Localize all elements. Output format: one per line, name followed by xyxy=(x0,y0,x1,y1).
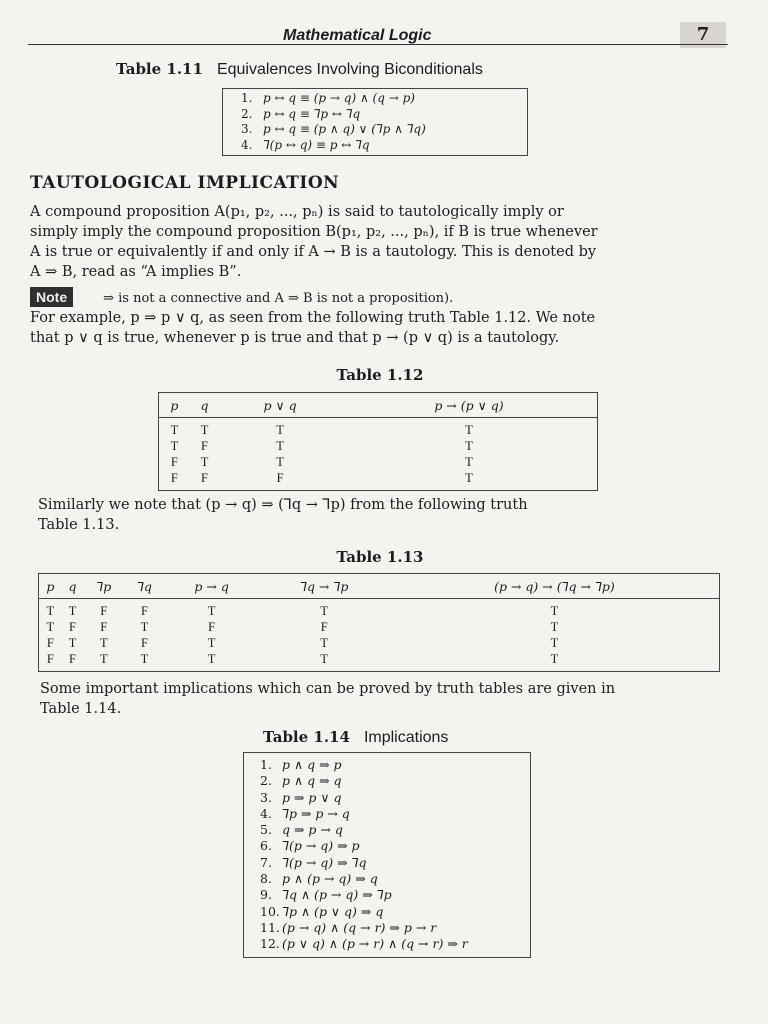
table-cell: T xyxy=(465,438,473,453)
table-cell: T xyxy=(140,619,149,634)
table-1-14-label: Table 1.14 xyxy=(263,728,350,746)
table-1-14-title: Implications xyxy=(363,729,449,746)
text-line: that p ∨ q is true, whenever p is true and that p → (p ∨ q) is a tautology. xyxy=(30,330,560,346)
table-cell: F xyxy=(140,635,148,650)
table-cell: T xyxy=(550,619,559,634)
item-number: 3. xyxy=(260,789,272,805)
table-header-row xyxy=(39,574,720,599)
table-1-14-box xyxy=(243,752,531,958)
item-number: 2. xyxy=(260,773,272,789)
table-cell: F xyxy=(320,619,328,634)
table-row xyxy=(39,651,720,672)
table-cell: F xyxy=(100,603,108,618)
item-number: 4. xyxy=(241,137,253,152)
list-item xyxy=(241,91,527,107)
table-cell: F xyxy=(69,619,76,634)
text-line: Table 1.14. xyxy=(40,701,122,717)
table-row xyxy=(159,470,598,491)
similarly-paragraph xyxy=(38,495,528,535)
table-cell: T xyxy=(99,635,108,650)
table-cell: F xyxy=(170,470,178,485)
list-item xyxy=(260,757,530,773)
column-header: p → q xyxy=(165,574,259,599)
table-cell: T xyxy=(99,651,108,666)
table-1-12 xyxy=(158,392,598,491)
item-formula: (p ∨ q) ∧ (p → r) ∧ (q → r) ⇒ r xyxy=(282,936,468,952)
list-item xyxy=(260,773,530,789)
table-row xyxy=(39,635,720,651)
text-line: Table 1.13. xyxy=(38,517,120,533)
item-formula: ⅂(p → q) ⇒ p xyxy=(282,838,360,854)
table-cell: T xyxy=(200,454,209,469)
item-formula: p ↔ q ≡ (p ∧ q) ∨ (⅂p ∧ ⅂q) xyxy=(263,122,426,136)
item-formula: ⅂p ∧ (p ∨ q) ⇒ q xyxy=(282,903,384,919)
page-number: 7 xyxy=(680,22,726,48)
item-formula: p ↔ q ≡ (p → q) ∧ (q → p) xyxy=(263,91,415,105)
item-number: 8. xyxy=(260,871,272,887)
table-cell: F xyxy=(140,603,148,618)
table-cell: T xyxy=(550,651,559,666)
item-formula: p ∧ q ⇒ q xyxy=(282,773,342,789)
list-item xyxy=(260,790,530,806)
note-badge: Note xyxy=(30,287,73,307)
table-1-14-caption xyxy=(263,728,448,747)
list-item xyxy=(260,887,530,903)
list-item xyxy=(260,806,530,822)
text-line: A compound proposition A(p₁, p₂, ..., pₙ) is said to tautologically imply or xyxy=(30,204,564,220)
example-paragraph xyxy=(30,308,595,348)
table-1-11-title: Equivalences Involving Biconditionals xyxy=(216,61,483,78)
table-cell: T xyxy=(320,635,328,650)
item-number: 1. xyxy=(241,91,253,105)
item-formula: ⅂(p ↔ q) ≡ p ↔ ⅂q xyxy=(263,137,370,152)
item-number: 2. xyxy=(241,106,253,121)
list-item xyxy=(260,904,530,920)
table-cell: F xyxy=(201,438,208,453)
item-number: 3. xyxy=(241,122,253,136)
table-header-row xyxy=(159,393,598,418)
table-cell: F xyxy=(46,635,54,650)
table-cell: T xyxy=(465,422,473,437)
table-cell: T xyxy=(276,438,284,453)
table-row xyxy=(39,619,720,635)
table-cell: T xyxy=(550,603,559,618)
note-line xyxy=(30,287,453,309)
item-formula: ⅂q ∧ (p → q) ⇒ ⅂p xyxy=(282,887,392,903)
column-header: q xyxy=(190,393,219,418)
table-1-11-caption xyxy=(116,60,483,79)
table-1-12-title: Table 1.12 xyxy=(336,366,424,384)
table-1-13 xyxy=(38,573,720,672)
table-cell: T xyxy=(276,422,284,437)
header-rule xyxy=(28,44,728,45)
item-number: 7. xyxy=(260,854,272,870)
item-formula: p ∧ q ⇒ p xyxy=(282,757,342,772)
table-cell: T xyxy=(140,651,149,666)
table-cell: T xyxy=(68,635,77,650)
table-cell: T xyxy=(200,422,209,437)
table-cell: T xyxy=(170,422,179,437)
column-header: p xyxy=(39,574,62,599)
column-header: q xyxy=(62,574,84,599)
text-line: For example, p ⇒ p ∨ q, as seen from the following truth Table 1.12. We note xyxy=(30,310,596,326)
item-number: 10. xyxy=(260,903,280,919)
table-cell: T xyxy=(320,603,328,618)
list-item xyxy=(241,107,527,123)
column-header: p ∨ q xyxy=(219,393,341,418)
table-cell: T xyxy=(68,603,77,618)
important-paragraph xyxy=(40,679,615,719)
table-cell: F xyxy=(170,454,178,469)
table-row xyxy=(39,599,720,620)
item-number: 4. xyxy=(260,805,272,821)
column-header: p xyxy=(159,393,190,418)
item-formula: p ⇒ p ∨ q xyxy=(282,789,342,805)
column-header: (p → q) → (⅂q → ⅂p) xyxy=(390,574,720,599)
table-cell: T xyxy=(550,635,559,650)
column-header: p → (p ∨ q) xyxy=(341,393,598,418)
item-formula: p ↔ q ≡ ⅂p ↔ ⅂q xyxy=(263,106,361,121)
list-item xyxy=(241,122,527,138)
list-item xyxy=(260,920,530,936)
table-cell: T xyxy=(465,454,473,469)
table-cell: T xyxy=(207,603,216,618)
definition-paragraph xyxy=(30,202,598,282)
table-cell: T xyxy=(170,438,179,453)
list-item xyxy=(260,822,530,838)
table-cell: T xyxy=(320,651,328,666)
text-line: Some important implications which can be proved by truth tables are given in xyxy=(40,681,616,697)
item-number: 6. xyxy=(260,838,272,854)
table-cell: F xyxy=(208,619,216,634)
text-line: A is true or equivalently if and only if A → B is a tautology. This is denoted by xyxy=(30,244,597,260)
list-item xyxy=(260,936,530,952)
text-line: A ⇒ B, read as “A implies B”. xyxy=(30,264,242,280)
item-number: 1. xyxy=(260,757,272,772)
item-number: 9. xyxy=(260,887,272,903)
table-cell: F xyxy=(276,470,284,485)
running-header: Mathematical Logic xyxy=(283,27,432,44)
table-row xyxy=(159,454,598,470)
note-text: ⇒ is not a connective and A ⇒ B is not a proposition). xyxy=(103,291,454,306)
table-cell: T xyxy=(465,470,473,485)
item-formula: ⅂p ⇒ p → q xyxy=(282,805,350,821)
column-header: ⅂p xyxy=(83,574,124,599)
column-header: ⅂q → ⅂p xyxy=(258,574,389,599)
list-item xyxy=(260,838,530,854)
item-number: 5. xyxy=(260,822,272,838)
table-cell: T xyxy=(207,635,216,650)
list-item xyxy=(260,871,530,887)
table-cell: T xyxy=(207,651,216,666)
item-formula: p ∧ (p → q) ⇒ q xyxy=(282,871,378,887)
item-number: 11. xyxy=(260,919,280,935)
list-item xyxy=(241,138,527,154)
table-cell: T xyxy=(276,454,284,469)
table-1-13-title: Table 1.13 xyxy=(336,548,424,566)
table-cell: F xyxy=(201,470,208,485)
item-number: 12. xyxy=(260,936,280,952)
text-line: simply imply the compound proposition B(p₁, p₂, ..., pₙ), if B is true whenever xyxy=(30,224,598,240)
item-formula: (p → q) ∧ (q → r) ⇒ p → r xyxy=(282,919,437,935)
table-cell: F xyxy=(100,619,108,634)
list-item xyxy=(260,855,530,871)
item-formula: ⅂(p → q) ⇒ ⅂q xyxy=(282,854,367,870)
table-1-11-box xyxy=(222,88,528,156)
table-row xyxy=(159,418,598,439)
table-row xyxy=(159,438,598,454)
column-header: ⅂q xyxy=(124,574,165,599)
table-cell: T xyxy=(46,603,55,618)
section-heading: TAUTOLOGICAL IMPLICATION xyxy=(30,173,340,193)
table-1-11-label: Table 1.11 xyxy=(116,60,203,78)
table-cell: F xyxy=(69,651,76,666)
text-line: Similarly we note that (p → q) ⇒ (⅂q → ⅂p) from the following truth xyxy=(38,497,528,513)
item-formula: q ⇒ p → q xyxy=(282,822,343,838)
table-cell: F xyxy=(46,651,54,666)
table-cell: T xyxy=(46,619,55,634)
